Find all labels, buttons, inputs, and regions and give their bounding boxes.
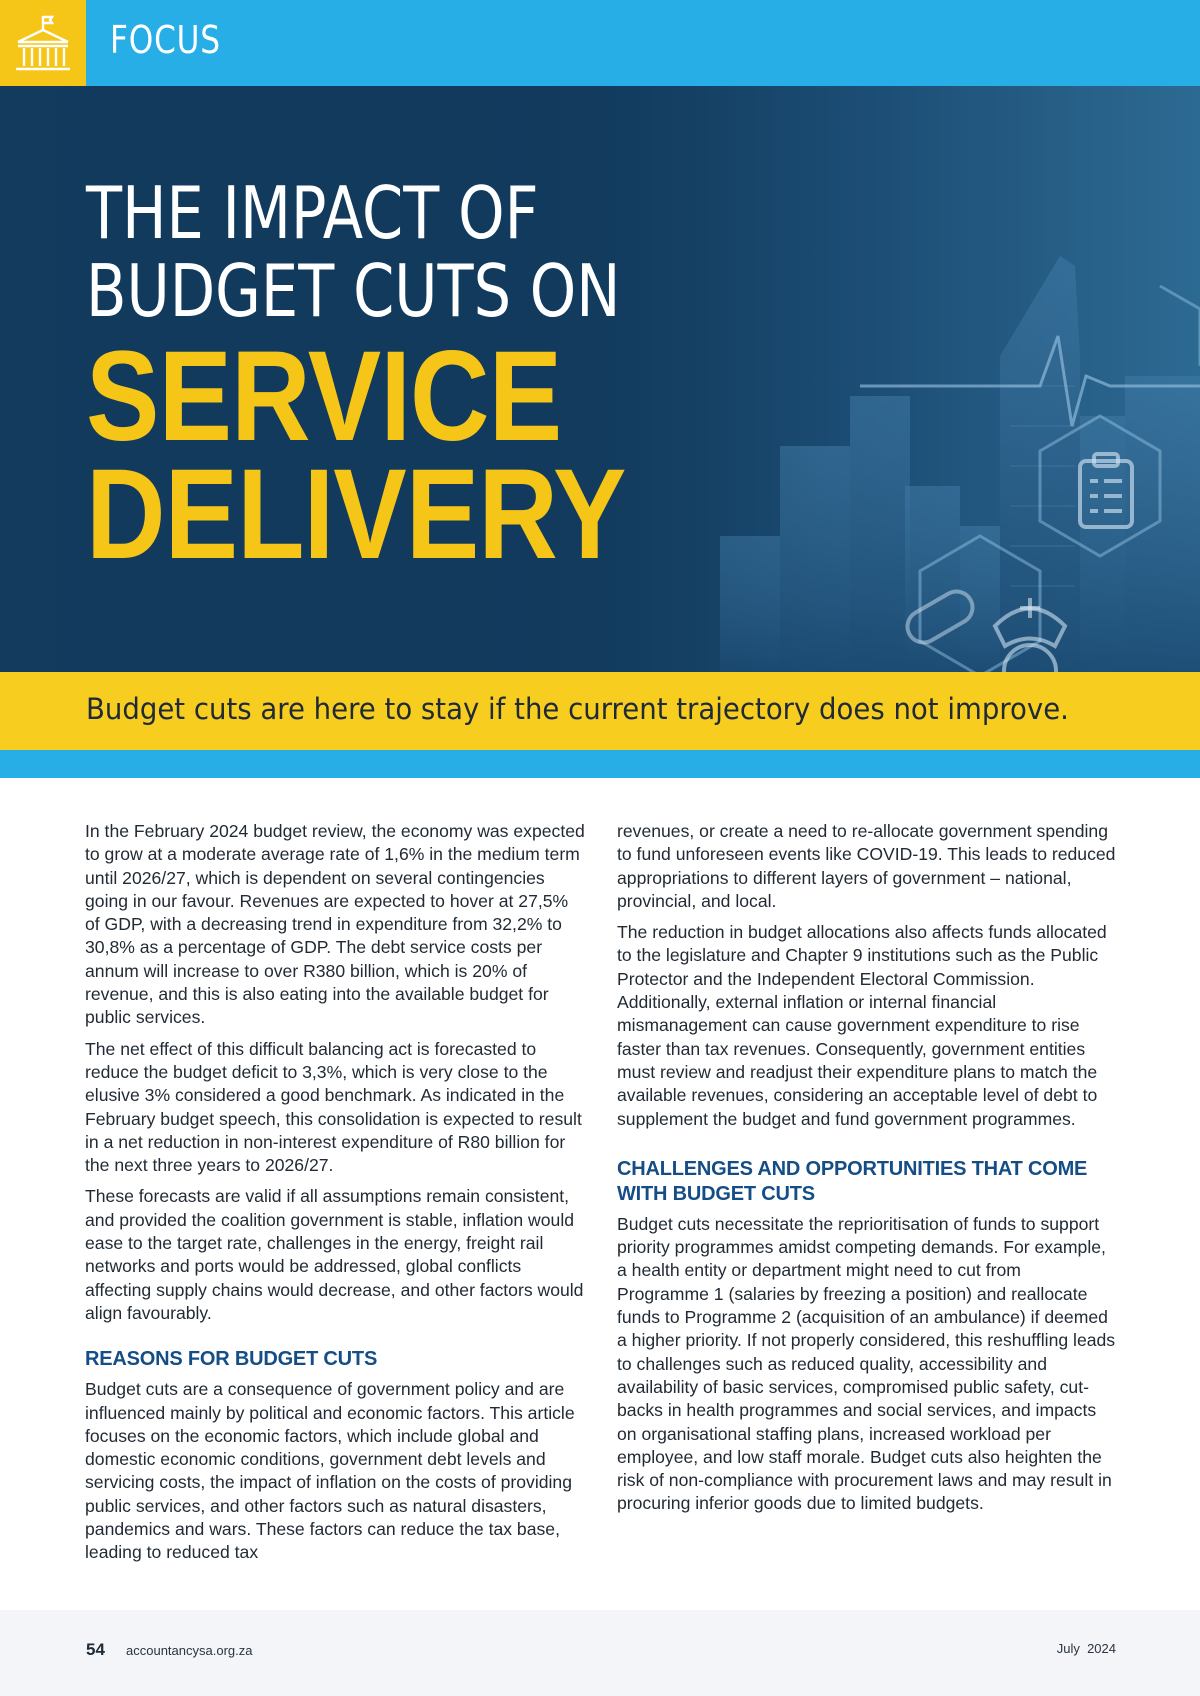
page-footer xyxy=(0,1610,1200,1696)
article-body xyxy=(0,778,1200,1610)
paragraph: Budget cuts are a consequence of government policy and are influenced mainly by political and economic factors. This article focuses on the economic factors, which include global and domestic economic conditions, government debt levels and servicing costs, the impact of inflation on the costs of providing public services, and other factors such as natural disasters, pandemics and wars. These factors can reduce the tax base, leading to reduced tax xyxy=(85,1379,575,1563)
hero-banner xyxy=(0,86,1200,672)
title-highlight-1: SERVICE xyxy=(86,325,562,468)
title-highlight-2: DELIVERY xyxy=(86,443,626,586)
right-column xyxy=(617,820,1117,1524)
paragraph: revenues, or create a need to re-allocate government spending to fund unforeseen events like COVID-19. This leads to reduced appropriations to different layers of government – national, provincial, and local. xyxy=(617,821,1116,911)
building-flag-icon xyxy=(12,14,74,74)
section-header-bar xyxy=(0,0,1200,86)
issue-date: July 2024 xyxy=(1056,1641,1116,1656)
divider-band xyxy=(0,750,1200,778)
article-title xyxy=(86,171,738,586)
paragraph: In the February 2024 budget review, the economy was expected to grow at a moderate average rate of 1,6% in the medium term until 2026/27, which is dependent on several contingencies going in our favour. Revenues are expected to hover at 27,5% of GDP, with a decreasing trend in expenditure from 32,2% to 30,8% as a percentage of GDP. The debt service costs per annum will increase to over R380 billion, which is 20% of revenue, and this is also eating into the available budget for public services. xyxy=(85,821,585,1028)
subtitle-band xyxy=(0,672,1200,750)
section-label: FOCUS xyxy=(110,18,221,62)
article-subtitle: Budget cuts are here to stay if the current trajectory does not improve. xyxy=(86,692,1069,726)
left-column xyxy=(85,820,585,1573)
logo-box xyxy=(0,0,86,86)
title-line-1: THE IMPACT OF xyxy=(86,171,539,255)
section-heading-challenges: CHALLENGES AND OPPORTUNITIES THAT COME WITH BUDGET CUTS xyxy=(617,1157,1088,1205)
paragraph: The net effect of this difficult balancing act is forecasted to reduce the budget deficit to 3,3%, which is very close to the elusive 3% considered a good benchmark. As indicated in the February budget speech, this consolidation is expected to result in a net reduction in non-interest expenditure of R80 billion for the next three years to 2026/27. xyxy=(85,1038,582,1176)
paragraph: The reduction in budget allocations also affects funds allocated to the legislature and Chapter 9 institutions such as the Public Protector and the Independent Electoral Commission. Additionally, external inflation or internal financial mismanagement can cause government expenditure to rise faster than tax revenues. Consequently, government entities must review and readjust their expenditure plans to match the available revenues, considering an acceptable level of debt to supplement the budget and fund government programmes. xyxy=(617,922,1107,1129)
title-line-2: BUDGET CUTS ON xyxy=(86,249,621,333)
website-link[interactable]: accountancysa.org.za xyxy=(126,1643,253,1658)
page-number: 54 xyxy=(86,1640,105,1659)
paragraph: These forecasts are valid if all assumptions remain consistent, and provided the coalition government is stable, inflation would ease to the target rate, challenges in the energy, freight rail networks and ports would be addressed, global conflicts affecting supply chains would decrease, and other factors would align favourably. xyxy=(85,1186,584,1323)
section-heading-reasons: REASONS FOR BUDGET CUTS xyxy=(85,1348,378,1371)
paragraph: Budget cuts necessitate the reprioritisation of funds to support priority programmes amidst competing demands. For example, a health entity or department might need to cut from Programme 1 (salaries by freezing a position) and reallocate funds to Programme 2 (acquisition of an ambulance) if deemed a higher priority. If not properly considered, this reshuffling leads to challenges such as reduced quality, accessibility and availability of basic services, compromised public safety, cut-backs in health programmes and social services, and impacts on organisational staffing plans, increased workload per employee, and low staff morale. Budget cuts also heighten the risk of non-compliance with procurement laws and may result in procuring inferior goods due to limited budgets. xyxy=(617,1213,1116,1514)
